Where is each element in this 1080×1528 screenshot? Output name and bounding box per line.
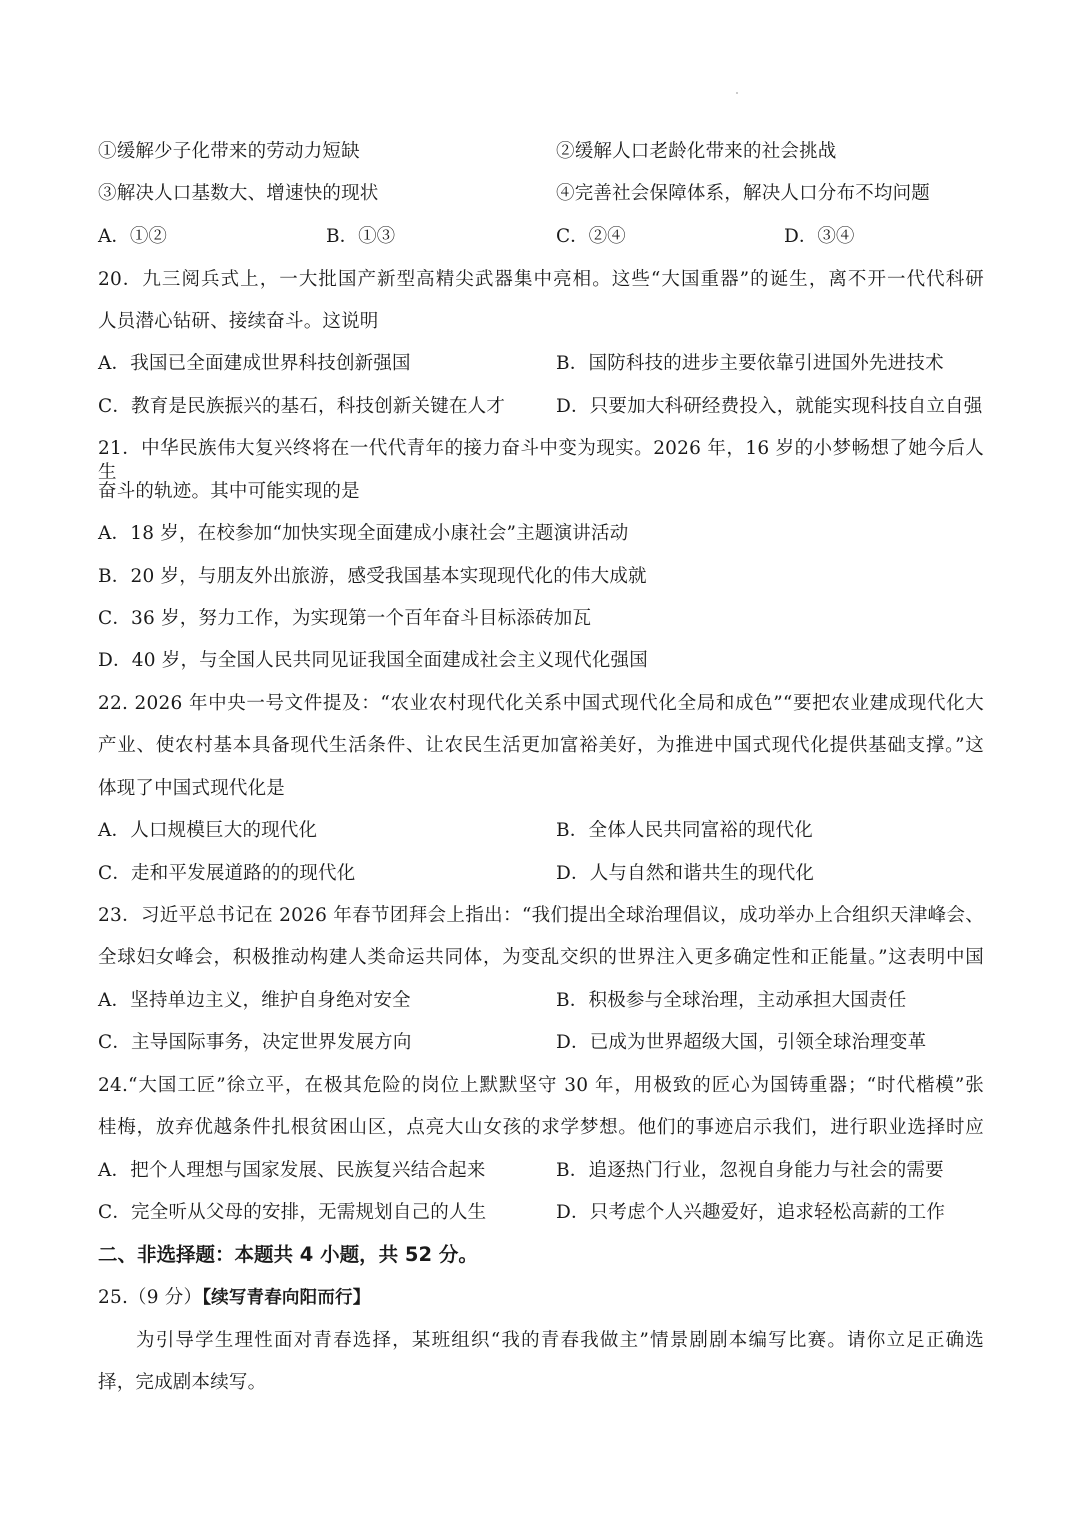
q19-option-c: C．②④	[556, 226, 626, 247]
q22-option-b: B．全体人民共同富裕的现代化	[556, 820, 813, 841]
q21-stem-line-1: 21．中华民族伟大复兴终将在一代代青年的接力奋斗中变为现实。2026 年，16 岁的小梦畅想了她今后人生	[98, 438, 984, 483]
q24-option-b: B．追逐热门行业，忽视自身能力与社会的需要	[556, 1160, 944, 1181]
q23-option-d: D．已成为世界超级大国，引领全球治理变革	[556, 1032, 927, 1053]
q23-option-c: C．主导国际事务，决定世界发展方向	[98, 1032, 412, 1053]
q21-option-d: D．40 岁，与全国人民共同见证我国全面建成社会主义现代化强国	[98, 650, 648, 671]
q22-option-a: A．人口规模巨大的现代化	[98, 820, 318, 841]
q22-stem-line-3: 体现了中国式现代化是	[98, 778, 286, 799]
q25-paragraph-line-1: 为引导学生理性面对青春选择，某班组织“我的青春我做主”情景剧剧本编写比赛。请你立足正确选	[136, 1330, 984, 1351]
q19-option-a: A．①②	[98, 226, 167, 247]
q24-stem-line-1: 24.“大国工匠”徐立平，在极其危险的岗位上默默坚守 30 年，用极致的匠心为国铸重器；“时代楷模”张	[98, 1075, 984, 1096]
q19-statement-2: ②缓解人口老龄化带来的社会挑战	[556, 141, 837, 162]
q19-option-d: D．③④	[784, 226, 855, 247]
q20-option-c: C．教育是民族振兴的基石，科技创新关键在人才	[98, 396, 506, 417]
q20-option-a: A．我国已全面建成世界科技创新强国	[98, 353, 411, 374]
section-2-title: 二、非选择题：本题共 4 小题，共 52 分。	[98, 1243, 478, 1266]
q22-option-d: D．人与自然和谐共生的现代化	[556, 863, 815, 884]
q24-option-d: D．只考虑个人兴趣爱好，追求轻松高薪的工作	[556, 1202, 946, 1223]
q20-option-d: D．只要加大科研经费投入，就能实现科技自立自强	[556, 396, 983, 417]
q22-option-c: C．走和平发展道路的的现代化	[98, 863, 356, 884]
q19-statement-3: ③解决人口基数大、增速快的现状	[98, 183, 379, 204]
q23-stem-line-2: 全球妇女峰会，积极推动构建人类命运共同体，为变乱交织的世界注入更多确定性和正能量。”这表明中国	[98, 947, 984, 968]
q19-option-b: B．①③	[326, 226, 396, 247]
q21-stem-line-2: 奋斗的轨迹。其中可能实现的是	[98, 481, 360, 502]
scan-speck	[736, 92, 738, 94]
q25-heading	[98, 1286, 370, 1310]
q21-option-b: B．20 岁，与朋友外出旅游，感受我国基本实现现代化的伟大成就	[98, 566, 647, 587]
q19-statement-1: ①缓解少子化带来的劳动力短缺	[98, 141, 360, 162]
q23-option-a: A．坚持单边主义，维护自身绝对安全	[98, 990, 411, 1011]
q24-option-a: A．把个人理想与国家发展、民族复兴结合起来	[98, 1160, 486, 1181]
q19-statement-4: ④完善社会保障体系，解决人口分布不均问题	[556, 183, 931, 204]
q22-stem-line-2: 产业、使农村基本具备现代生活条件、让农民生活更加富裕美好，为推进中国式现代化提供基础支撑。”这	[98, 735, 984, 756]
q25-title: 【续写青春向阳而行】	[202, 1288, 371, 1308]
q24-stem-line-2: 桂梅，放弃优越条件扎根贫困山区，点亮大山女孩的求学梦想。他们的事迹启示我们，进行职业选择时应	[98, 1117, 984, 1138]
q21-option-c: C．36 岁，努力工作，为实现第一个百年奋斗目标添砖加瓦	[98, 608, 592, 629]
q20-stem-line-2: 人员潜心钻研、接续奋斗。这说明	[98, 311, 379, 332]
q22-stem-line-1: 22. 2026 年中央一号文件提及：“农业农村现代化关系中国式现代化全局和成色”“要把农业建成现代化大	[98, 693, 984, 714]
q23-option-b: B．积极参与全球治理，主动承担大国责任	[556, 990, 907, 1011]
q23-stem-line-1: 23．习近平总书记在 2026 年春节团拜会上指出：“我们提出全球治理倡议，成功举办上合组织天津峰会、	[98, 905, 984, 926]
q20-option-b: B．国防科技的进步主要依靠引进国外先进技术	[556, 353, 944, 374]
q25-number: 25.（9 分）	[98, 1287, 203, 1308]
q20-stem-line-1: 20．九三阅兵式上，一大批国产新型高精尖武器集中亮相。这些“大国重器”的诞生，离不开一代代科研	[98, 269, 984, 290]
q25-paragraph-line-2: 择，完成剧本续写。	[98, 1372, 267, 1393]
q21-option-a: A．18 岁，在校参加“加快实现全面建成小康社会”主题演讲活动	[98, 523, 629, 544]
q24-option-c: C．完全听从父母的安排，无需规划自己的人生	[98, 1202, 487, 1223]
